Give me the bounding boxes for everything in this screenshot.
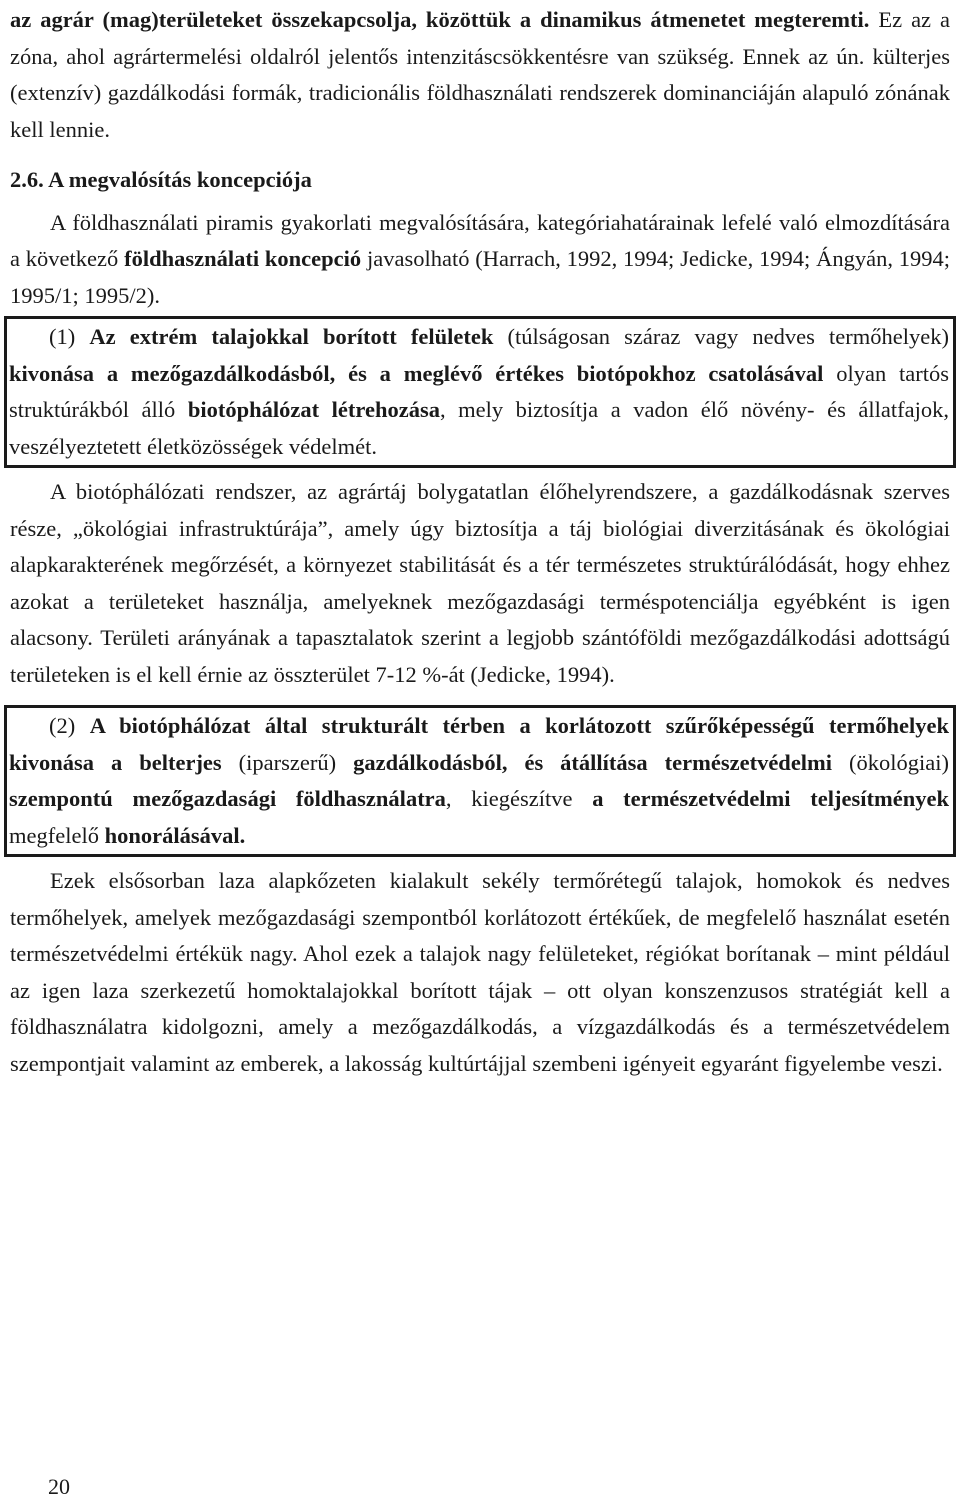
box2-bold-4: a természetvédelmi teljesítmények: [592, 786, 949, 811]
concept-intro-text-2: javasolható (Harrach, 1992, 1994; Jedicke, 1994; Ángyán, 1994; 1995/1; 1995/2).: [10, 246, 950, 308]
page-number: 20: [48, 1474, 70, 1499]
biotop-network-paragraph: A biotóphálózati rendszer, az agrártáj bolygatatlan élőhelyrendszere, a gazdálkodásnak szerves része, „ökológiai infrastruktúrája”, amely úgy biztosítja a táj biológiai diverzitásának és ökológiai alapkarakterének megőrzését, a környezet stabilitását és a tér természetes struktúrálódását, hogy ehhez azokat a területeket használja, amelyeknek mezőgazdasági terméspotenciálja egyébként is igen alacsony. Területi arányának a tapasztalatok szerint a legjobb szántóföldi mezőgazdálkodási adottságú területeken is el kell érnie az összterület 7-12 %-át (Jedicke, 1994).: [10, 479, 950, 687]
concept-box-2-text: [9, 708, 949, 854]
concept-box-1-text: [9, 319, 949, 465]
soil-strategy-paragraph: Ezek elsősorban laza alapkőzeten kialakult sekély termőrétegű talajok, homokok és nedves termőhelyek, amelyek mezőgazdasági szempontból korlátozott értékűek, de megfelelő használat esetén természetvédelmi értékük nagy. Ahol ezek a talajok nagy felületeket, régiókat borítanak – mint például az igen laza szerkezetű homoktalajokkal borított tájak – ott olyan konszenzusos stratégiát kell a földhasználatra kidolgozni, amely a mezőgazdálkodás, a vízgazdálkodás és a természetvédelem szempontjait valamint az emberek, a lakosság kultúrtájjal szembeni igényeit egyaránt figyelembe veszi.: [10, 868, 950, 1076]
box2-bold-3: szempontú mezőgazdasági földhasználatra: [9, 786, 446, 811]
concept-intro-bold: földhasználati koncepció: [124, 246, 362, 271]
box2-text-4: megfelelő: [9, 822, 105, 848]
box2-bold-5: honorálásával.: [104, 822, 246, 848]
box2-text-3: , kiegészítve: [445, 786, 593, 811]
box2-bold-1: A biotóphálózat által strukturált térben a korlátozott szűrőképességű termőhelyek kivonása a belterjes: [9, 713, 949, 775]
box2-bold-2: gazdálkodásból, és átállítása természetvédelmi: [353, 749, 833, 775]
intro-paragraph: [10, 0, 950, 148]
section-heading: 2.6. A megvalósítás koncepciója: [10, 167, 312, 192]
box2-number: (2): [49, 713, 90, 738]
box1-bold-2: kivonása a mezőgazdálkodásból, és a meglévő értékes biotópokhoz csatolásával: [9, 360, 824, 386]
concept-box-1: [4, 316, 956, 468]
box2-text-2: (ökológiai): [832, 749, 949, 775]
concept-intro-paragraph: [10, 205, 950, 315]
intro-bold-lead: az agrár (mag)területeket összekapcsolja, közöttük a dinamikus átmenetet megteremti.: [10, 7, 870, 32]
box1-text-2: olyan tartós struktúrákból álló: [9, 360, 949, 422]
box1-text-3: , mely biztosítja a vadon élő növény- és állatfajok, veszélyeztetett életközösségek védelmét.: [9, 397, 949, 459]
intro-rest: Ez az a zóna, ahol agrártermelési oldalról jelentős intenzitáscsökkentésre van szükség. Ennek az ún. külterjes (extenzív) gazdálkodási formák, tradicionális földhasználati rendszerek dominanciáján alapuló zónának kell lennie.: [10, 7, 950, 142]
box1-bold-1: Az extrém talajokkal borított felületek: [89, 324, 494, 349]
concept-box-2: [4, 705, 956, 857]
document-page: [10, 0, 950, 1082]
box1-text-1: (túlságosan száraz vagy nedves termőhelyek): [493, 324, 949, 349]
concept-intro-text-1: A földhasználati piramis gyakorlati megvalósítására, kategóriahatárainak lefelé való elmozdítására a következő: [10, 209, 950, 271]
box1-bold-3: biotóphálózat létrehozása: [187, 397, 440, 422]
box2-text-1: (iparszerű): [221, 749, 354, 775]
box1-number: (1): [49, 324, 90, 349]
